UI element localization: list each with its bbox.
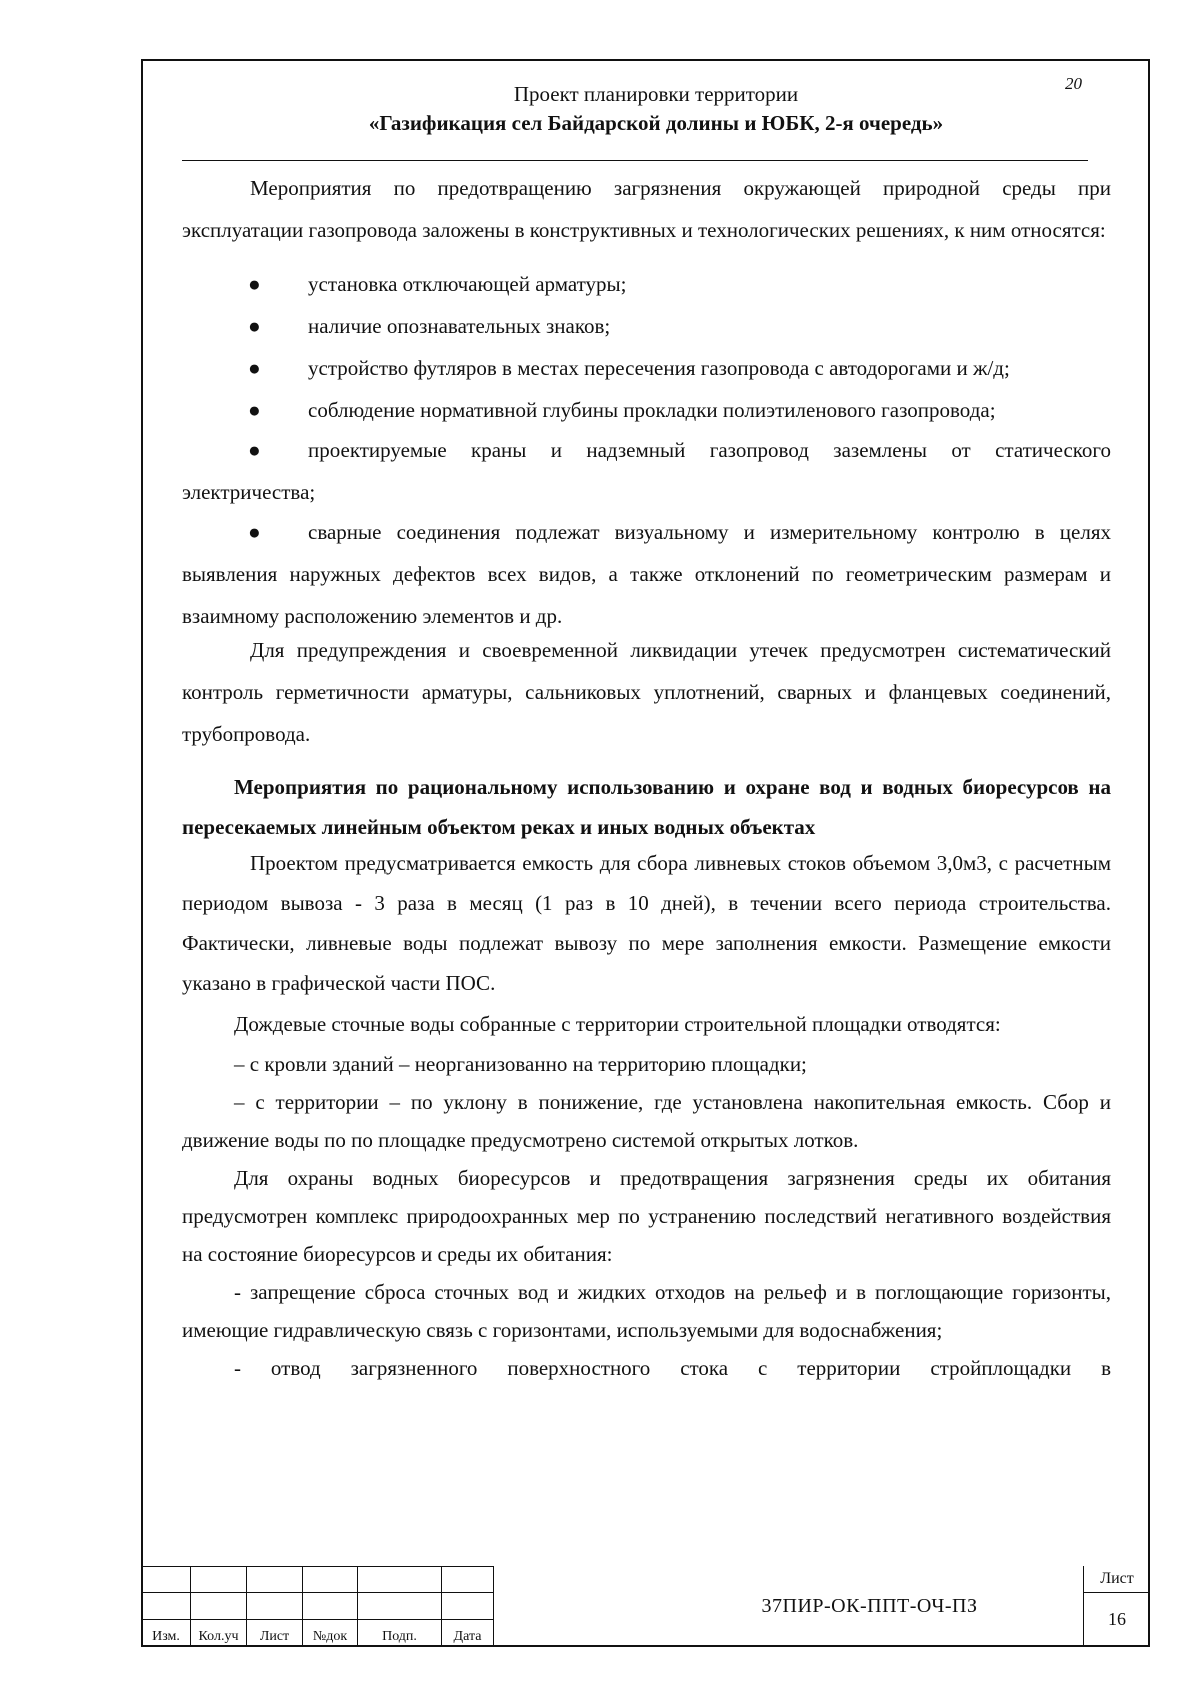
- bullet-icon: ●: [248, 520, 261, 544]
- paragraph: - отвод загрязненного поверхностного стока с территории стройплощадки в: [234, 1356, 1111, 1380]
- paragraph: Дождевые сточные воды собранные с территории строительной площадки отводятся:: [234, 1012, 1001, 1036]
- list-item: ● наличие опознавательных знаков;: [182, 305, 1111, 347]
- document-header: [182, 80, 1130, 138]
- paragraph: Мероприятия по предотвращению загрязнения окружающей природной среды при эксплуатации газопровода заложены в конструктивных и технологических решениях, к ним относятся:: [182, 176, 1111, 242]
- paragraph: Проектом предусматривается емкость для сбора ливневых стоков объемом 3,0м3, с расчетным периодом вывоза - 3 раза в месяц (1 раз в 10 дней), в течении всего периода строительства. Фактически, ливневые воды подлежат вывозу по мере заполнения емкости. Размещение емкости указано в графической части ПОС.: [182, 851, 1111, 995]
- bullet-icon: ●: [248, 438, 261, 462]
- list-item: ● устройство футляров в местах пересечения газопровода с автодорогами и ж/д;: [182, 347, 1111, 389]
- title-block: [141, 1566, 1150, 1647]
- header-line-1: Проект планировки территории: [513, 82, 799, 106]
- list-item: ● соблюдение нормативной глубины прокладки полиэтиленового газопровода;: [182, 389, 1111, 431]
- bullet-icon: ●: [248, 314, 261, 338]
- list-item: ● сварные соединения подлежат визуальному и измерительному контролю в целях выявления наружных дефектов всех видов, а также отклонений по геометрическим размерам и взаимному расположению элементов и др.: [182, 511, 1111, 637]
- sheet-number: 16: [1108, 1609, 1126, 1629]
- header-line-2: «Газификация сел Байдарской долины и ЮБК, 2-я очередь»: [368, 111, 944, 135]
- sheet-box: [1083, 1566, 1150, 1647]
- col-label: Лист: [247, 1620, 303, 1646]
- col-label: Изм.: [142, 1620, 191, 1646]
- list-item: ● проектируемые краны и надземный газопровод заземлены от статического электричества;: [182, 429, 1111, 513]
- body-text: [182, 167, 1111, 1387]
- paragraph: – с кровли зданий – неорганизованно на территорию площадки;: [234, 1052, 807, 1076]
- revision-table: [141, 1566, 494, 1646]
- paragraph: - запрещение сброса сточных вод и жидких отходов на рельеф и в поглощающие горизонты, имеющие гидравлическую связь с горизонтами, используемыми для водоснабжения;: [182, 1280, 1111, 1342]
- col-label: Дата: [442, 1620, 494, 1646]
- bullet-icon: ●: [248, 398, 261, 422]
- col-label: №док: [303, 1620, 358, 1646]
- page-number: 20: [1065, 74, 1082, 93]
- header-rule: [182, 160, 1088, 161]
- paragraph: Для предупреждения и своевременной ликвидации утечек предусмотрен систематический контроль герметичности арматуры, сальниковых уплотнений, сварных и фланцевых соединений, трубопровода.: [182, 638, 1111, 746]
- section-heading: Мероприятия по рациональному использованию и охране вод и водных биоресурсов на пересекаемых линейным объектом реках и иных водных объектах: [182, 775, 1111, 839]
- document-code: 37ПИР-ОК-ППТ-ОЧ-ПЗ: [761, 1595, 978, 1617]
- col-label: Подп.: [358, 1620, 442, 1646]
- col-label: Кол.уч: [191, 1620, 247, 1646]
- bullet-icon: ●: [248, 272, 261, 296]
- paragraph: Для охраны водных биоресурсов и предотвращения загрязнения среды их обитания предусмотрен комплекс природоохранных мер по устранению последствий негативного воздействия на состояние биоресурсов и среды их обитания:: [182, 1166, 1111, 1266]
- paragraph: – с территории – по уклону в понижение, где установлена накопительная емкость. Сбор и движение воды по по площадке предусмотрено системой открытых лотков.: [182, 1090, 1111, 1152]
- list-item: ● установка отключающей арматуры;: [182, 263, 1111, 305]
- bullet-icon: ●: [248, 356, 261, 380]
- sheet-label: Лист: [1084, 1566, 1150, 1593]
